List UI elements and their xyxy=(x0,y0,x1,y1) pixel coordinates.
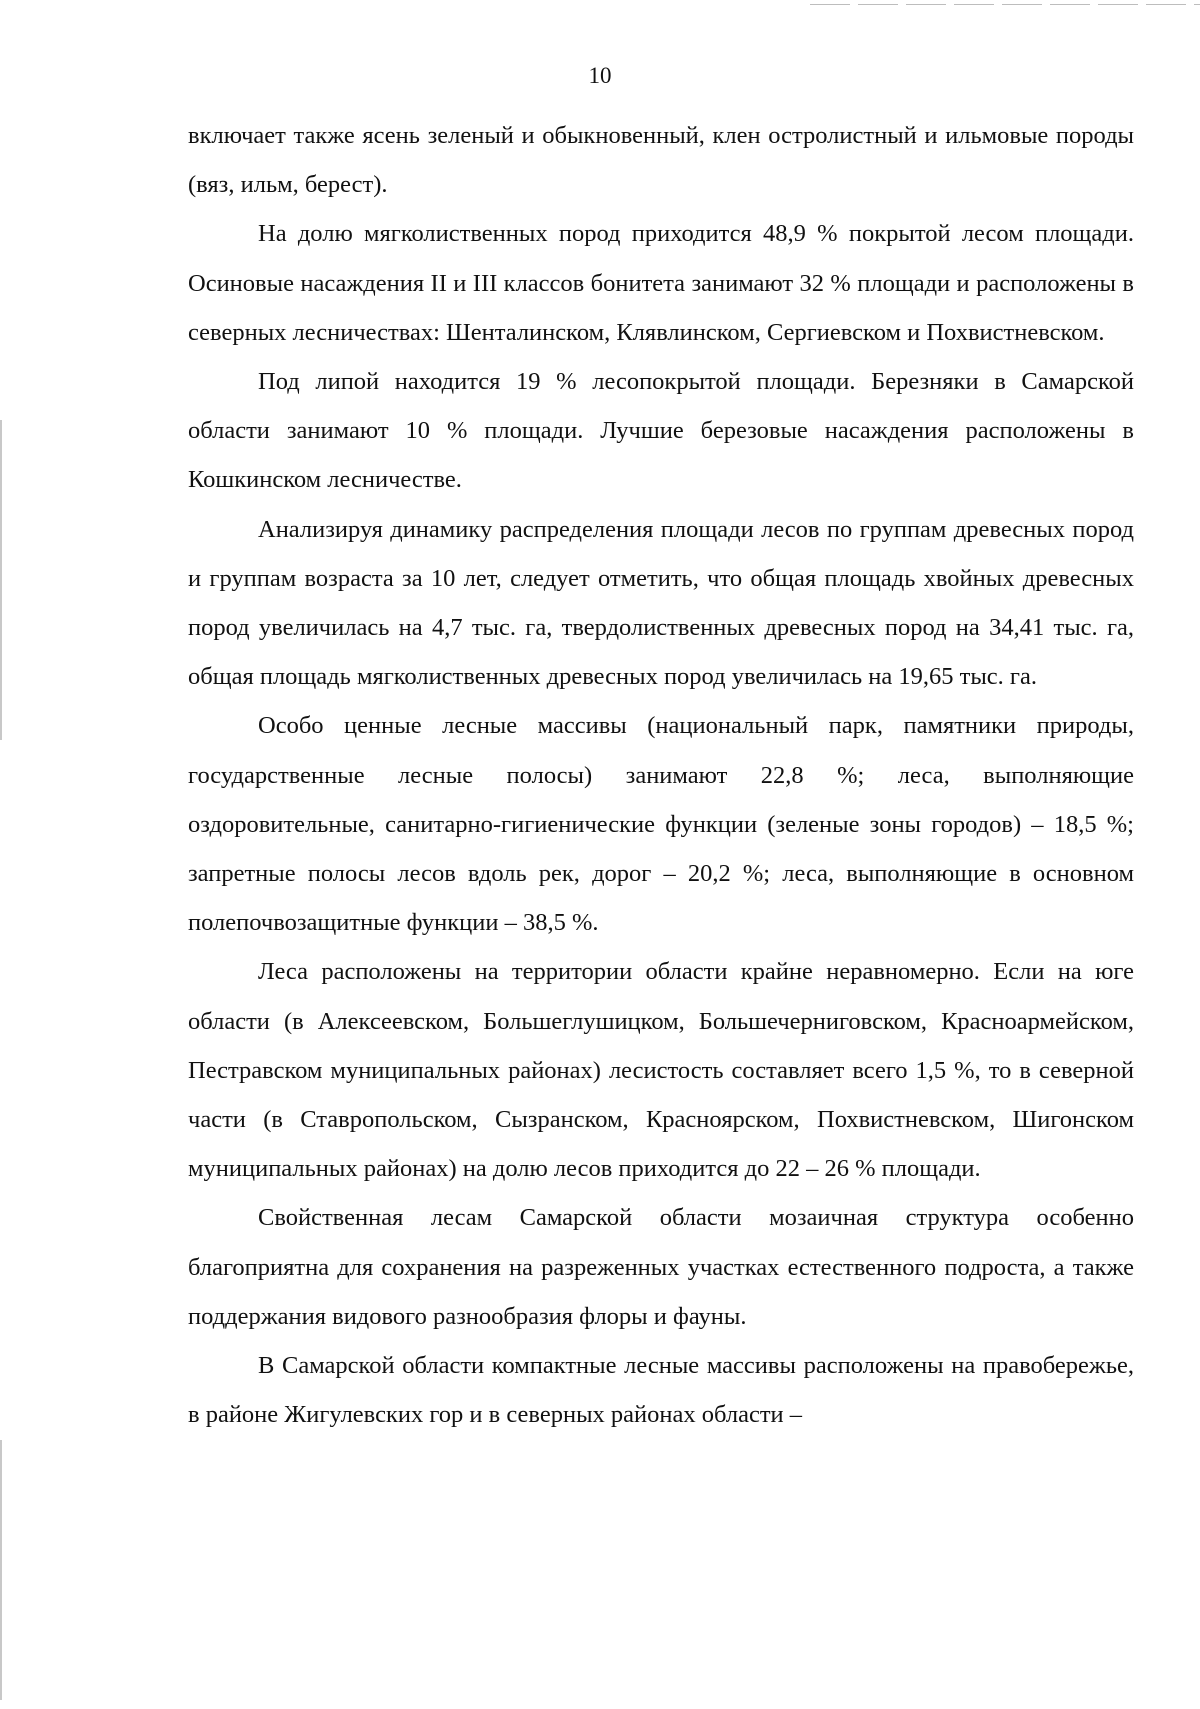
scan-artifact-line xyxy=(810,4,1200,5)
page-number: 10 xyxy=(588,63,612,88)
paragraph-softwood-share: На долю мягколиственных пород приходится 48,9 % покрытой лесом площади. Осиновые насаждения II и III классов бонитета занимают 32 % площади и расположены в северных лесничествах: Шенталинском, Клявлинском, Сергиевском и Похвистневском. xyxy=(188,220,1134,346)
paragraph-valuable-forests: Особо ценные лесные массивы (национальный парк, памятники природы, государственные лесные полосы) занимают 22,8 %; леса, выполняющие оздоровительные, санитарно-гигиенические функции (зеленые зоны городов) – 18,5 %; запретные полосы лесов вдоль рек, дорог – 20,2 %; леса, выполняющие в основном полепочвозащитные функции – 38,5 %. xyxy=(188,712,1134,937)
scan-artifact-edge xyxy=(0,420,2,740)
paragraph-compact-massifs: В Самарской области компактные лесные массивы расположены на правобережье, в районе Жигулевских гор и в северных районах области – xyxy=(188,1352,1134,1429)
paragraph-mosaic-structure: Свойственная лесам Самарской области мозаичная структура особенно благоприятна для сохранения на разреженных участках естественного подроста, а также поддержания видового разнообразия флоры и фауны. xyxy=(188,1204,1134,1330)
paragraph-linden-birch: Под липой находится 19 % лесопокрытой площади. Березняки в Самарской области занимают 10 % площади. Лучшие березовые насаждения расположены в Кошкинском лесничестве. xyxy=(188,368,1134,494)
scan-artifact-edge xyxy=(0,1440,2,1700)
paragraph-area-dynamics: Анализируя динамику распределения площади лесов по группам древесных пород и группам возраста за 10 лет, следует отметить, что общая площадь хвойных древесных пород увеличилась на 4,7 тыс. га, твердолиственных древесных пород на 34,41 тыс. га, общая площадь мягколиственных древесных пород увеличилась на 19,65 тыс. га. xyxy=(188,515,1134,691)
paragraph-forest-distribution: Леса расположены на территории области крайне неравномерно. Если на юге области (в Алексеевском, Большеглушицком, Большечерниговском, Красноармейском, Пестравском муниципальных районах) лесистость составляет всего 1,5 %, то в северной части (в Ставропольском, Сызранском, Красноярском, Похвистневском, Шигонском муниципальных районах) на долю лесов приходится до 22 – 26 % площади. xyxy=(188,958,1134,1183)
document-body xyxy=(188,111,1134,1439)
paragraph-continuation: включает также ясень зеленый и обыкновенный, клен остролистный и ильмовые породы (вяз, ильм, берест). xyxy=(188,122,1134,199)
